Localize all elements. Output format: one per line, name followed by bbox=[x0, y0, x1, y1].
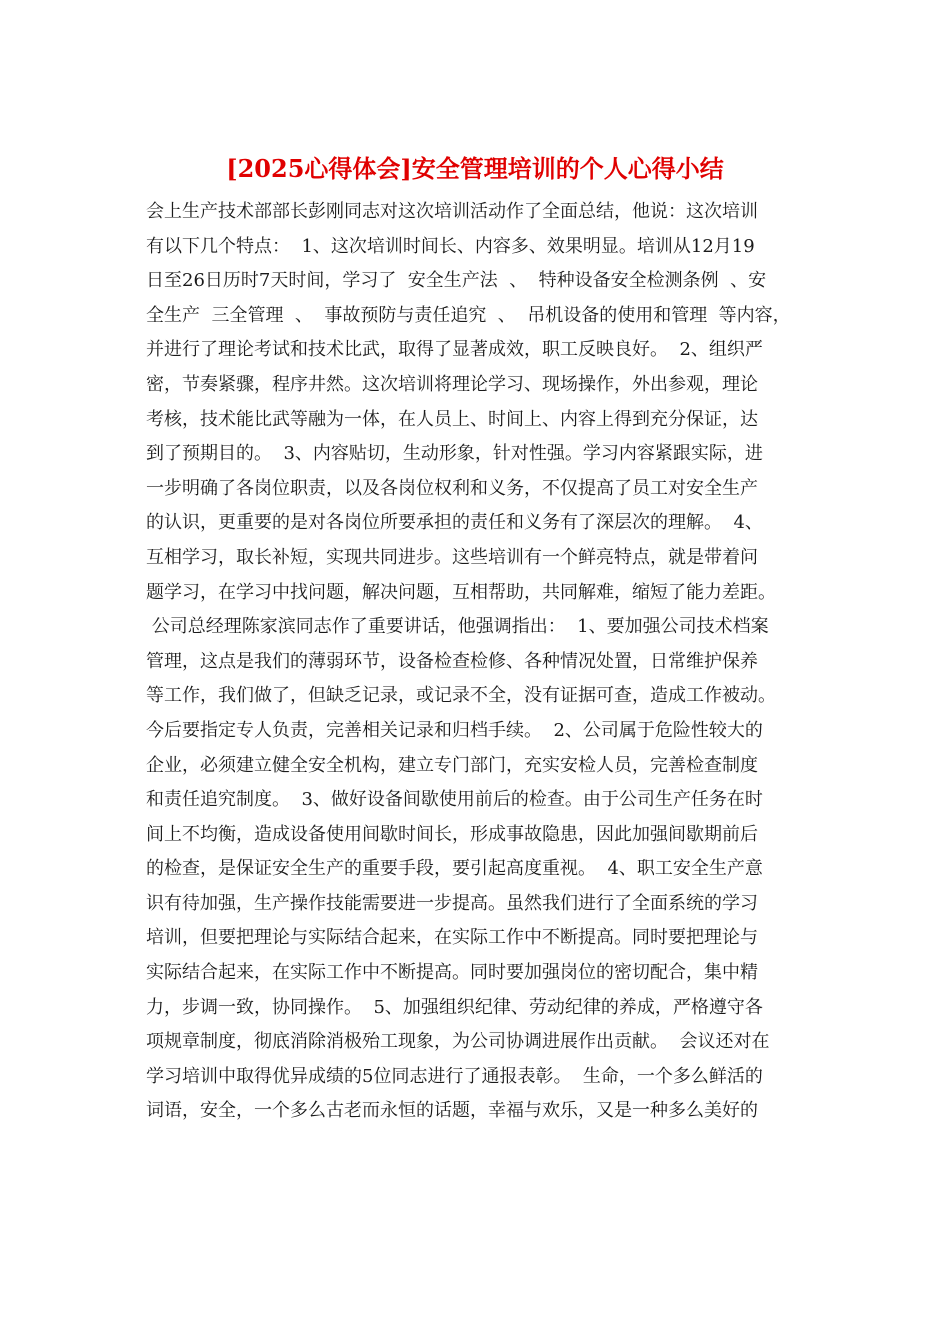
body-line: 考核，技术能比武等融为一体，在人员上、时间上、内容上得到充分保证，达 bbox=[146, 408, 758, 430]
body-line: 一步明确了各岗位职责，以及各岗位权利和义务，不仅提高了员工对安全生产 bbox=[146, 477, 758, 499]
body-line: 的认识，更重要的是对各岗位所要承担的责任和义务有了深层次的理解。 4、 bbox=[146, 512, 763, 534]
body-line: 有以下几个特点： 1、这次培训时间长、内容多、效果明显。培训从12月19 bbox=[146, 235, 755, 257]
body-line: 等工作，我们做了，但缺乏记录，或记录不全，没有证据可查，造成工作被动。 bbox=[146, 685, 776, 707]
body-line: 企业，必须建立健全安全机构，建立专门部门，充实安检人员，完善检查制度 bbox=[146, 754, 758, 776]
body-line: 并进行了理论考试和技术比武，取得了显著成效，职工反映良好。 2、组织严 bbox=[146, 339, 763, 361]
body-line: 项规章制度，彻底消除消极殆工现象，为公司协调进展作出贡献。 会议还对在 bbox=[146, 1031, 770, 1053]
body-line: 实际结合起来，在实际工作中不断提高。同时要加强岗位的密切配合，集中精 bbox=[146, 962, 758, 984]
body-line: 管理，这点是我们的薄弱环节，设备检查检修、各种情况处置，日常维护保养 bbox=[146, 650, 758, 672]
body-line: 密，节奏紧骤，程序井然。这次培训将理论学习、现场操作，外出参观，理论 bbox=[146, 373, 758, 395]
body-line: 间上不均衡，造成设备使用间歇时间长，形成事故隐患，因此加强间歇期前后 bbox=[146, 823, 758, 845]
body-line: 到了预期目的。 3、内容贴切，生动形象，针对性强。学习内容紧跟实际，进 bbox=[146, 443, 763, 465]
body-line: 力，步调一致，协同操作。 5、加强组织纪律、劳动纪律的养成，严格遵守各 bbox=[146, 996, 763, 1018]
body-line: 词语，安全，一个多么古老而永恒的话题，幸福与欢乐，又是一种多么美好的 bbox=[146, 1100, 758, 1122]
body-line: 学习培训中取得优异成绩的5位同志进行了通报表彰。 生命，一个多么鲜活的 bbox=[146, 1065, 763, 1087]
body-line: 会上生产技术部部长彭刚同志对这次培训活动作了全面总结，他说：这次培训 bbox=[146, 201, 758, 222]
document-body bbox=[146, 195, 808, 1129]
document-title: [2025心得体会]安全管理培训的个人心得小结 bbox=[226, 154, 724, 183]
body-line: 日至26日历时7天时间，学习了 安全生产法 、 特种设备安全检测条例 、安 bbox=[146, 270, 767, 292]
body-line: 识有待加强，生产操作技能需要进一步提高。虽然我们进行了全面系统的学习 bbox=[146, 892, 758, 914]
body-line: 全生产 三全管理 、 事故预防与责任追究 、 吊机设备的使用和管理 等内容， bbox=[146, 304, 791, 326]
body-line: 培训，但要把理论与实际结合起来，在实际工作中不断提高。同时要把理论与 bbox=[146, 927, 758, 949]
body-line: 今后要指定专人负责，完善相关记录和归档手续。 2、公司属于危险性较大的 bbox=[146, 719, 763, 741]
body-line: 互相学习，取长补短，实现共同进步。这些培训有一个鲜亮特点，就是带着问 bbox=[146, 546, 758, 568]
body-line: 和责任追究制度。 3、做好设备间歇使用前后的检查。由于公司生产任务在时 bbox=[146, 789, 763, 811]
body-line: 公司总经理陈家滨同志作了重要讲话，他强调指出： 1、要加强公司技术档案 bbox=[146, 616, 769, 638]
body-line: 的检查，是保证安全生产的重要手段，要引起高度重视。 4、职工安全生产意 bbox=[146, 858, 763, 880]
body-line: 题学习，在学习中找问题，解决问题，互相帮助，共同解难，缩短了能力差距。 bbox=[146, 581, 776, 603]
